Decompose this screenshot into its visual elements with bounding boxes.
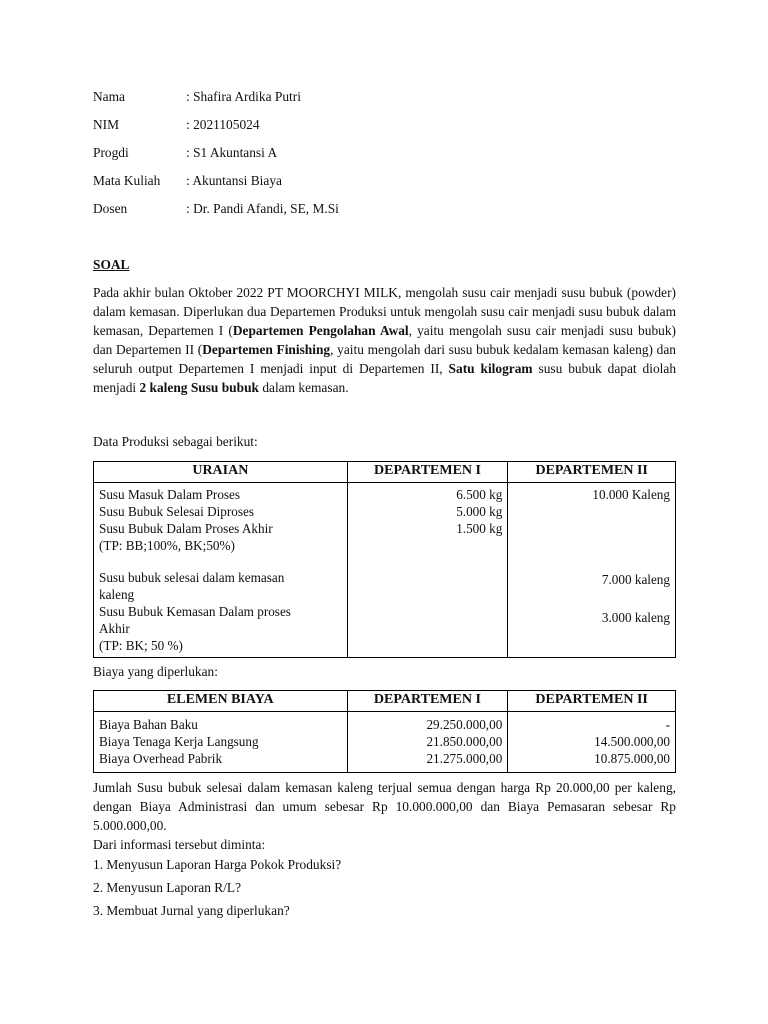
info-label: Mata Kuliah bbox=[93, 173, 161, 188]
uraian-line: Susu Bubuk Kemasan Dalam proses bbox=[99, 604, 291, 619]
quantity-value: 5.000 kg bbox=[456, 504, 503, 519]
table-header-row bbox=[94, 691, 676, 712]
question-item: 3. Membuat Jurnal yang diperlukan? bbox=[93, 903, 290, 918]
info-label: Nama bbox=[93, 89, 125, 104]
uraian-line: Susu Masuk Dalam Proses bbox=[99, 487, 241, 502]
column-header: DEPARTEMEN I bbox=[347, 691, 508, 712]
info-label: NIM bbox=[93, 117, 120, 132]
paragraph-text: susu bubuk dapat diolah menjadi bbox=[93, 361, 677, 395]
uraian-line: kaleng bbox=[99, 587, 135, 602]
requested-label: Dari informasi tersebut diminta: bbox=[93, 837, 266, 852]
paragraph-text: Pada akhir bulan Oktober 2022 PT MOORCHYI MILK, mengolah susu cair menjadi susu bubuk (powder) dalam kemasan. Diperlukan dua Departemen Produksi untuk mengolah susu cair menjadi susu bubuk dalam kemasan, Departemen I ( bbox=[93, 285, 676, 338]
paragraph-text: , yaitu mengolah dari susu bubuk kedalam kemasan kaleng) dan seluruh output Departemen I menjadi input di Departemen II, bbox=[93, 342, 676, 376]
production-table bbox=[93, 461, 676, 658]
dept2-cell bbox=[508, 483, 676, 658]
uraian-line: Susu bubuk selesai dalam kemasan bbox=[99, 570, 285, 585]
cost-table bbox=[93, 690, 676, 773]
bold-term: Departemen Finishing bbox=[202, 342, 331, 357]
cost-value: 21.275.000,00 bbox=[426, 751, 503, 766]
bold-term: Satu kilogram bbox=[448, 361, 533, 376]
info-value: : 2021105024 bbox=[186, 117, 260, 132]
production-data-label: Data Produksi sebagai berikut: bbox=[93, 434, 258, 449]
cost-element: Biaya Bahan Baku bbox=[99, 717, 198, 732]
info-label: Dosen bbox=[93, 201, 128, 216]
cost-label: Biaya yang diperlukan: bbox=[93, 664, 218, 679]
section-heading-soal: SOAL bbox=[93, 257, 130, 272]
paragraph-text: , yaitu mengolah susu cair menjadi susu bubuk) dan Departemen II ( bbox=[93, 323, 676, 357]
dept1-cell bbox=[347, 712, 508, 773]
uraian-line: Susu Bubuk Selesai Diproses bbox=[99, 504, 254, 519]
dept1-cell bbox=[347, 483, 508, 658]
quantity-value: 6.500 kg bbox=[456, 487, 503, 502]
element-cell bbox=[94, 712, 348, 773]
info-value: : Akuntansi Biaya bbox=[186, 173, 282, 188]
cost-element: Biaya Tenaga Kerja Langsung bbox=[99, 734, 259, 749]
info-value: : Shafira Ardika Putri bbox=[186, 89, 301, 104]
info-label: Progdi bbox=[93, 145, 129, 160]
column-header: ELEMEN BIAYA bbox=[94, 691, 348, 712]
dept2-cell bbox=[508, 712, 676, 773]
quantity-value: 7.000 kaleng bbox=[601, 572, 670, 587]
bold-term: 2 kaleng Susu bubuk bbox=[139, 380, 259, 395]
paragraph-text: dalam kemasan. bbox=[258, 380, 349, 395]
problem-paragraph bbox=[93, 283, 676, 397]
quantity-value: 3.000 kaleng bbox=[601, 610, 670, 625]
table-row bbox=[94, 483, 676, 658]
cost-value: 10.875.000,00 bbox=[594, 751, 670, 766]
quantity-value: 10.000 Kaleng bbox=[592, 487, 670, 502]
uraian-line: (TP: BB;100%, BK;50%) bbox=[99, 538, 235, 553]
uraian-line: (TP: BK; 50 %) bbox=[99, 638, 183, 653]
table-row bbox=[94, 712, 676, 773]
column-header: DEPARTEMEN II bbox=[508, 462, 676, 483]
cost-value: 29.250.000,00 bbox=[426, 717, 503, 732]
bold-term: Departemen Pengolahan Awal bbox=[232, 323, 409, 338]
cost-element: Biaya Overhead Pabrik bbox=[99, 751, 223, 766]
question-item: 1. Menyusun Laporan Harga Pokok Produksi? bbox=[93, 857, 342, 872]
column-header: DEPARTEMEN I bbox=[347, 462, 508, 483]
info-value: : Dr. Pandi Afandi, SE, M.Si bbox=[186, 201, 339, 216]
uraian-line: Susu Bubuk Dalam Proses Akhir bbox=[99, 521, 273, 536]
cost-value: 14.500.000,00 bbox=[594, 734, 670, 749]
column-header: DEPARTEMEN II bbox=[508, 691, 676, 712]
info-value: : S1 Akuntansi A bbox=[186, 145, 278, 160]
closing-paragraph: Jumlah Susu bubuk selesai dalam kemasan kaleng terjual semua dengan harga Rp 20.000,00 per kaleng, dengan Biaya Administrasi dan umum sebesar Rp 10.000.000,00 dan Biaya Pemasaran sebesar Rp 5.000.000,00. bbox=[93, 780, 676, 833]
uraian-line: Akhir bbox=[99, 621, 130, 636]
column-header: URAIAN bbox=[94, 462, 348, 483]
quantity-value: 1.500 kg bbox=[456, 521, 503, 536]
question-item: 2. Menyusun Laporan R/L? bbox=[93, 880, 242, 895]
cost-value: - bbox=[665, 717, 670, 732]
uraian-cell bbox=[94, 483, 348, 658]
table-header-row bbox=[94, 462, 676, 483]
cost-value: 21.850.000,00 bbox=[426, 734, 503, 749]
